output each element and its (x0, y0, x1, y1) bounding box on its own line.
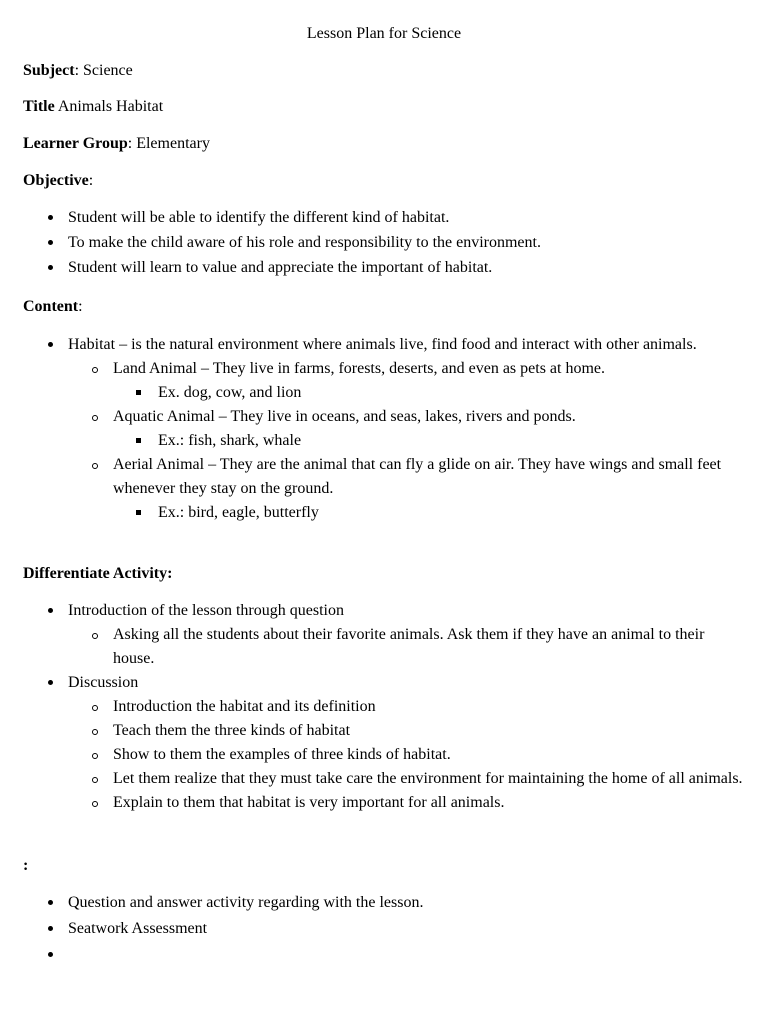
objective-colon: : (88, 172, 94, 189)
circle-bullet-icon (89, 695, 101, 719)
list-item (0, 501, 768, 525)
circle-bullet-icon (89, 357, 101, 381)
bullet-icon (44, 943, 56, 967)
discussion-item-5: Explain to them that habitat is very important for all animals. (113, 794, 505, 811)
square-bullet-icon (136, 438, 141, 443)
list-item (0, 743, 768, 767)
bullet-icon (44, 206, 56, 230)
bullet-icon (44, 599, 56, 623)
objective-label: Objective (23, 172, 89, 189)
bullet-icon (44, 917, 56, 941)
bullet-icon (44, 333, 56, 357)
list-item (0, 256, 768, 280)
objective-item-1: Student will be able to identify the different kind of habitat. (68, 209, 450, 226)
list-item (0, 206, 768, 230)
objective-item-3: Student will learn to value and appreciate the important of habitat. (68, 259, 493, 276)
activity-discussion: Discussion (68, 674, 139, 691)
content-colon: : (78, 298, 83, 315)
assessment-label: : (23, 857, 29, 874)
list-item (0, 917, 768, 941)
list-item (0, 453, 768, 501)
objective-heading (23, 169, 93, 193)
content-list (0, 333, 768, 525)
circle-bullet-icon (89, 791, 101, 815)
habitat-definition: Habitat – is the natural environment where animals live, find food and interact with other animals. (68, 336, 697, 353)
activity-intro-sub: Asking all the students about their favorite animals. Ask them if they have an animal to their house. (113, 626, 705, 667)
list-item (0, 943, 768, 967)
list-item (0, 695, 768, 719)
list-item (0, 791, 768, 815)
square-bullet-icon (136, 510, 141, 515)
discussion-item-2: Teach them the three kinds of habitat (113, 722, 351, 739)
list-item (0, 671, 768, 695)
assessment-item-2: Seatwork Assessment (68, 920, 208, 937)
circle-bullet-icon (89, 719, 101, 743)
aquatic-animal-example: Ex.: fish, shark, whale (158, 432, 302, 449)
aquatic-animal-text: Aquatic Animal – They live in oceans, and seas, lakes, rivers and ponds. (113, 408, 576, 425)
list-item (0, 333, 768, 357)
discussion-item-3: Show to them the examples of three kinds of habitat. (113, 746, 451, 763)
title-line (23, 95, 163, 119)
title-value: Animals Habitat (54, 98, 164, 115)
content-label: Content (23, 298, 79, 315)
list-item (0, 891, 768, 915)
list-item (0, 623, 768, 671)
circle-bullet-icon (89, 623, 101, 647)
assessment-list (0, 891, 768, 967)
activity-list (0, 599, 768, 815)
assessment-heading (23, 854, 28, 878)
list-item (0, 405, 768, 429)
discussion-item-1: Introduction the habitat and its definition (113, 698, 376, 715)
list-item (0, 599, 768, 623)
subject-line (23, 59, 133, 83)
circle-bullet-icon (89, 405, 101, 429)
document-title: Lesson Plan for Science (306, 25, 462, 42)
learner-group-label: Learner Group (23, 135, 128, 152)
title-label: Title (23, 98, 55, 115)
activity-label: Differentiate Activity: (23, 565, 173, 582)
discussion-item-4: Let them realize that they must take care the environment for maintaining the home of all animals. (113, 770, 743, 787)
objective-list (0, 206, 768, 280)
content-heading (23, 295, 83, 319)
list-item (0, 719, 768, 743)
square-bullet-icon (136, 390, 141, 395)
list-item (0, 357, 768, 381)
bullet-icon (44, 256, 56, 280)
aerial-animal-text: Aerial Animal – They are the animal that can fly a glide on air. They have wings and small feet whenever they stay on the ground. (113, 456, 722, 497)
assessment-item-1: Question and answer activity regarding with the lesson. (68, 894, 424, 911)
circle-bullet-icon (89, 743, 101, 767)
circle-bullet-icon (89, 453, 101, 477)
list-item (0, 429, 768, 453)
land-animal-text: Land Animal – They live in farms, forests, deserts, and even as pets at home. (113, 360, 606, 377)
bullet-icon (44, 671, 56, 695)
list-item (0, 231, 768, 255)
activity-intro: Introduction of the lesson through question (68, 602, 344, 619)
list-item (0, 767, 768, 791)
list-item (0, 381, 768, 405)
aerial-animal-example: Ex.: bird, eagle, butterfly (158, 504, 319, 521)
learner-group-value: : Elementary (127, 135, 210, 152)
bullet-icon (44, 231, 56, 255)
subject-value: : Science (74, 62, 133, 79)
bullet-icon (44, 891, 56, 915)
objective-item-2: To make the child aware of his role and responsibility to the environment. (68, 234, 541, 251)
land-animal-example: Ex. dog, cow, and lion (158, 384, 302, 401)
subject-label: Subject (23, 62, 75, 79)
activity-heading (23, 562, 172, 586)
circle-bullet-icon (89, 767, 101, 791)
learner-group-line (23, 132, 210, 156)
